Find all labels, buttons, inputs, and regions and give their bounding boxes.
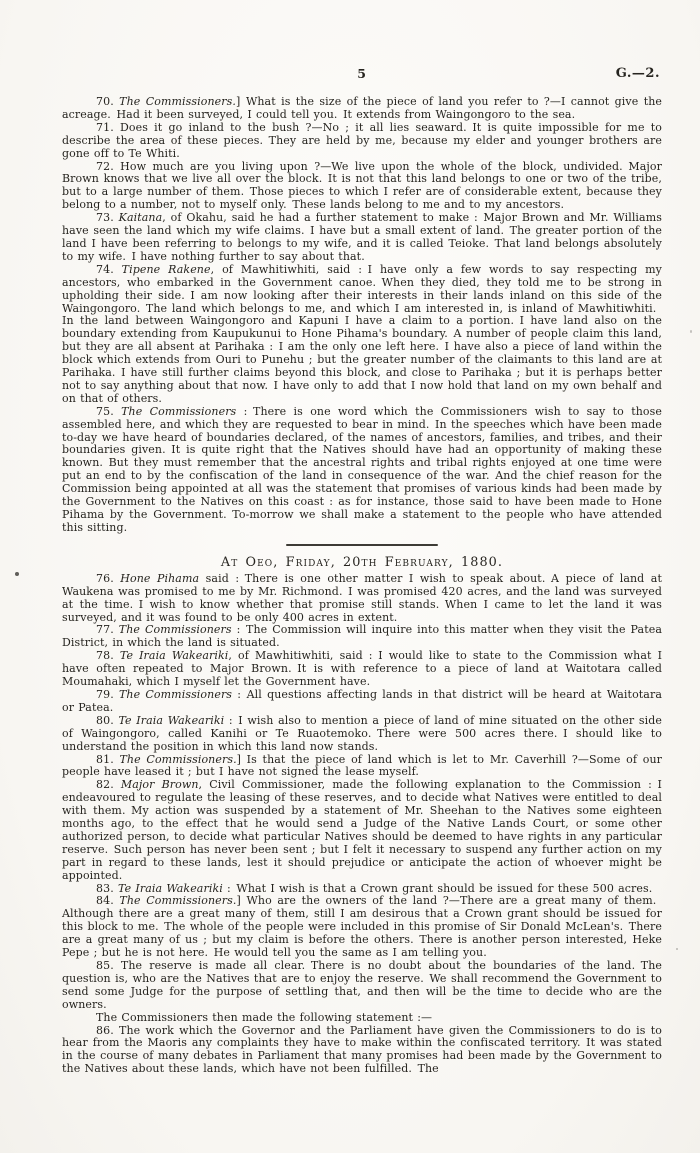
paragraph [62, 715, 662, 754]
document-reference: G.—2. [615, 66, 660, 81]
text-run: 78. [96, 649, 120, 663]
speaker-name: Te Iraia Wakeariki [118, 713, 225, 727]
text-run: 85. The reserve is made all clear. There is no doubt about the boundaries of the land. The question is, who are the Natives that are to enjoy the reserve. We shall recommend the Government to send some Judge for the purpose of settling that, and then will be the time to decide who are the owners. [62, 959, 662, 1011]
text-run: 77. [96, 623, 119, 637]
scan-speck [690, 330, 692, 333]
paragraph [62, 960, 662, 1012]
text-run: ] Who are the owners of the land ?—There are a great many of them. Although there are a great many of them, still I am desirous that a Crown grant should be issued for this block to me. The whole of the people were included in this promise of Sir Donald McLean's. There are a great many of us ; but my claim is before the others. There is another person interested, Heke Pepe ; but he is not here. He would tell you the same as I am telling you. [62, 894, 662, 960]
text-run: , of Mawhitiwhiti, said : I have only a few words to say respecting my ancestors, who embarked in the Government canoe. When they died, they told me to be strong in upholding their side. I am now looking after their interests in their lands inland on this side of the Waingongoro. The land which belongs to me, and which I am interested in, is inland of Mawhitiwhiti. In the land between Waingongoro and Kapuni I have a claim to a portion. I have land also on the boundary extending from Kaupukunui to Hone Pihama's boundary. A number of people claim this land, but they are all absent at Parihaka : I am the only one left here. I have also a piece of land within the block which extends from Ouri to Punehu ; but the greater number of the claimants to this land are at Parihaka. I have still further claims beyond this block, and close to Parihaka ; but it is perhaps better not to say anything about that now. I have only to add that I now hold that land on my own behalf and on that of others. [62, 262, 662, 405]
text-run: 70. [96, 95, 120, 108]
speaker-name: The Commissioners. [119, 95, 236, 108]
text-run: 73. [96, 211, 119, 225]
speaker-name: The Commissioners [118, 623, 232, 637]
text-run: 71. Does it go inland to the bush ?—No ; it all lies seaward. It is quite impossible for me to describe the area of these pieces. They are held by me, because my elder and younger brothers are gone off to Te Whiti. [62, 120, 662, 160]
text-run: 84. [96, 894, 120, 908]
text-run: : What I wish is that a Crown grant should be issued for these 500 acres. [222, 881, 653, 895]
paragraph [62, 689, 662, 715]
paragraph [62, 1025, 662, 1077]
paragraph [62, 406, 662, 535]
session-heading: At Oeo, Friday, 20th February, 1880. [220, 554, 504, 570]
text-run: 76. [96, 571, 121, 585]
text-run: : There is one word which the Commissioners wish to say to those assembled here, and which they are requested to bear in mind. In the speeches which have been made to-day we have heard of boundaries declared, of the names of ancestors, families, and tribes, and their boundaries given. It is quite right that the Natives should have had an opportunity of making these known. But they must remember that the ancestral rights and tribal rights enjoyed at one time were put an end to by the confiscation of the land in consequence of the war. And the chief reason for the Commission being appointed at all was the statement that promises of various kinds had been made by the Government to the Natives on this coast : as for instance, those said to have been made to Hone Pihama by the Government. To-morrow we shall make a statement to the people who have attended this sitting. [62, 404, 662, 534]
speaker-name: Kaitana [118, 211, 163, 225]
section-divider-rule [286, 544, 438, 546]
text-run: : The Commission will inquire into this matter when they visit the Patea District, in which the land is situated. [62, 623, 662, 650]
speaker-name: Tipene Rakene [121, 262, 211, 276]
paragraph [62, 212, 662, 264]
paragraph [62, 624, 662, 650]
text-run: , of Mawhitiwhiti, said : I would like to state to the Commission what I have often repeated to Major Brown. It is with reference to a piece of land at Waitotara called Moumahaki, which I myself let the Government have. [62, 649, 663, 689]
speaker-name: The Commissioners. [119, 752, 237, 766]
text-run: , Civil Commissioner, made the following explanation to the Commission : I endeavoured to regulate the leasing of these reserves, and to decide what Natives were entitled to deal with them. My action was suspended by a statement of Mr. Sheehan to the Natives some eighteen months ago, to the effect that he would send a Judge of the Native Lands Court, or some other authorized person, to decide what particular Natives should be deemed to have rights in any particular reserve. Such person has never been sent ; but I felt it necessary to suspend any further action on my part in regard to these lands, lest it should prejudice or anticipate the action of whoever might be appointed. [62, 778, 662, 882]
paragraph [62, 264, 662, 406]
text-run: 75. [96, 404, 122, 418]
text-run: The Commissioners then made the following statement :— [96, 1010, 433, 1024]
session-1-minutes [62, 96, 662, 535]
text-run: 80. [96, 713, 119, 727]
page-number: 5 [357, 66, 367, 81]
text-run: ] What is the size of the piece of land you refer to ?—I cannot give the acreage. Had it been surveyed, I could tell you. It extends from Waingongoro to the sea. [62, 95, 663, 121]
text-run: 82. [96, 778, 121, 792]
text-run: , of Okahu, said he had a further statement to make : Major Brown and Mr. Williams have seen the land which my wife claims. I have but a small extent of land. The greater portion of the land I have been referring to belongs to my wife, and it is called Teioke. That land belongs absolutely to my wife. I have nothing further to say about that. [62, 211, 662, 263]
scan-speck [676, 948, 678, 950]
text-run: : I wish also to mention a piece of land of mine situated on the other side of Waingongoro, called Kanihi or Te Ruaotemoko. There were 500 acres there. I should like to understand the position in which this land now stands. [62, 713, 662, 753]
paragraph [62, 122, 662, 161]
page-header [62, 66, 662, 86]
paragraph [62, 96, 662, 122]
text-run: : All questions affecting lands in that district will be heard at Waitotara or Patea. [62, 687, 662, 714]
speaker-name: The Commissioners [121, 404, 237, 418]
text-run: said : There is one other matter I wish to speak about. A piece of land at Waukena was promised to me by Mr. Richmond. I was promised 420 acres, and the land was surveyed at the time. I wish to know whether that promise still stands. When I came to let the land it was surveyed, and it was found to be only 400 acres in extent. [62, 571, 662, 624]
speaker-name: Te Iraia Wakeariki [119, 649, 229, 663]
text-block [62, 66, 662, 1076]
paragraph [62, 573, 662, 625]
text-run: 81. [96, 752, 120, 766]
speaker-name: Major Brown [120, 778, 199, 792]
session-2-minutes [62, 573, 662, 1076]
text-run: 86. The work which the Governor and the Parliament have given the Commissioners to do is to hear from the Maoris any complaints they have to make within the confiscated territory. It was stated in the course of many debates in Parliament that many promises had been made by the Government to the Natives about these lands, which have not been fulfilled. The [62, 1023, 662, 1076]
paragraph [62, 779, 662, 882]
text-run: 83. [96, 881, 118, 895]
text-run: 72. How much are you living upon ?—We live upon the whole of the block, undivided. Major Brown knows that we live all over the block. It is not that this land belongs to one or two of the tribe, but to a large number of them. Those pieces to which I refer are of considerable extent, because they belong to a number, not to myself only. These lands belong to me and to my ancestors. [62, 159, 662, 212]
scan-speck [15, 572, 19, 576]
text-run: 74. [96, 262, 122, 276]
paragraph [62, 754, 662, 780]
speaker-name: Te Iraia Wakeariki [118, 881, 223, 895]
text-run: 79. [96, 687, 119, 701]
paragraph [62, 895, 662, 960]
paragraph [62, 650, 662, 689]
speaker-name: The Commissioners. [119, 894, 237, 908]
text-run: ] Is that the piece of land which is let to Mr. Caverhill ?—Some of our people have leased it ; but I have not signed the lease myself. [62, 752, 662, 779]
speaker-name: Hone Pihama [120, 571, 200, 585]
paragraph [62, 161, 662, 213]
speaker-name: The Commissioners [118, 687, 233, 701]
